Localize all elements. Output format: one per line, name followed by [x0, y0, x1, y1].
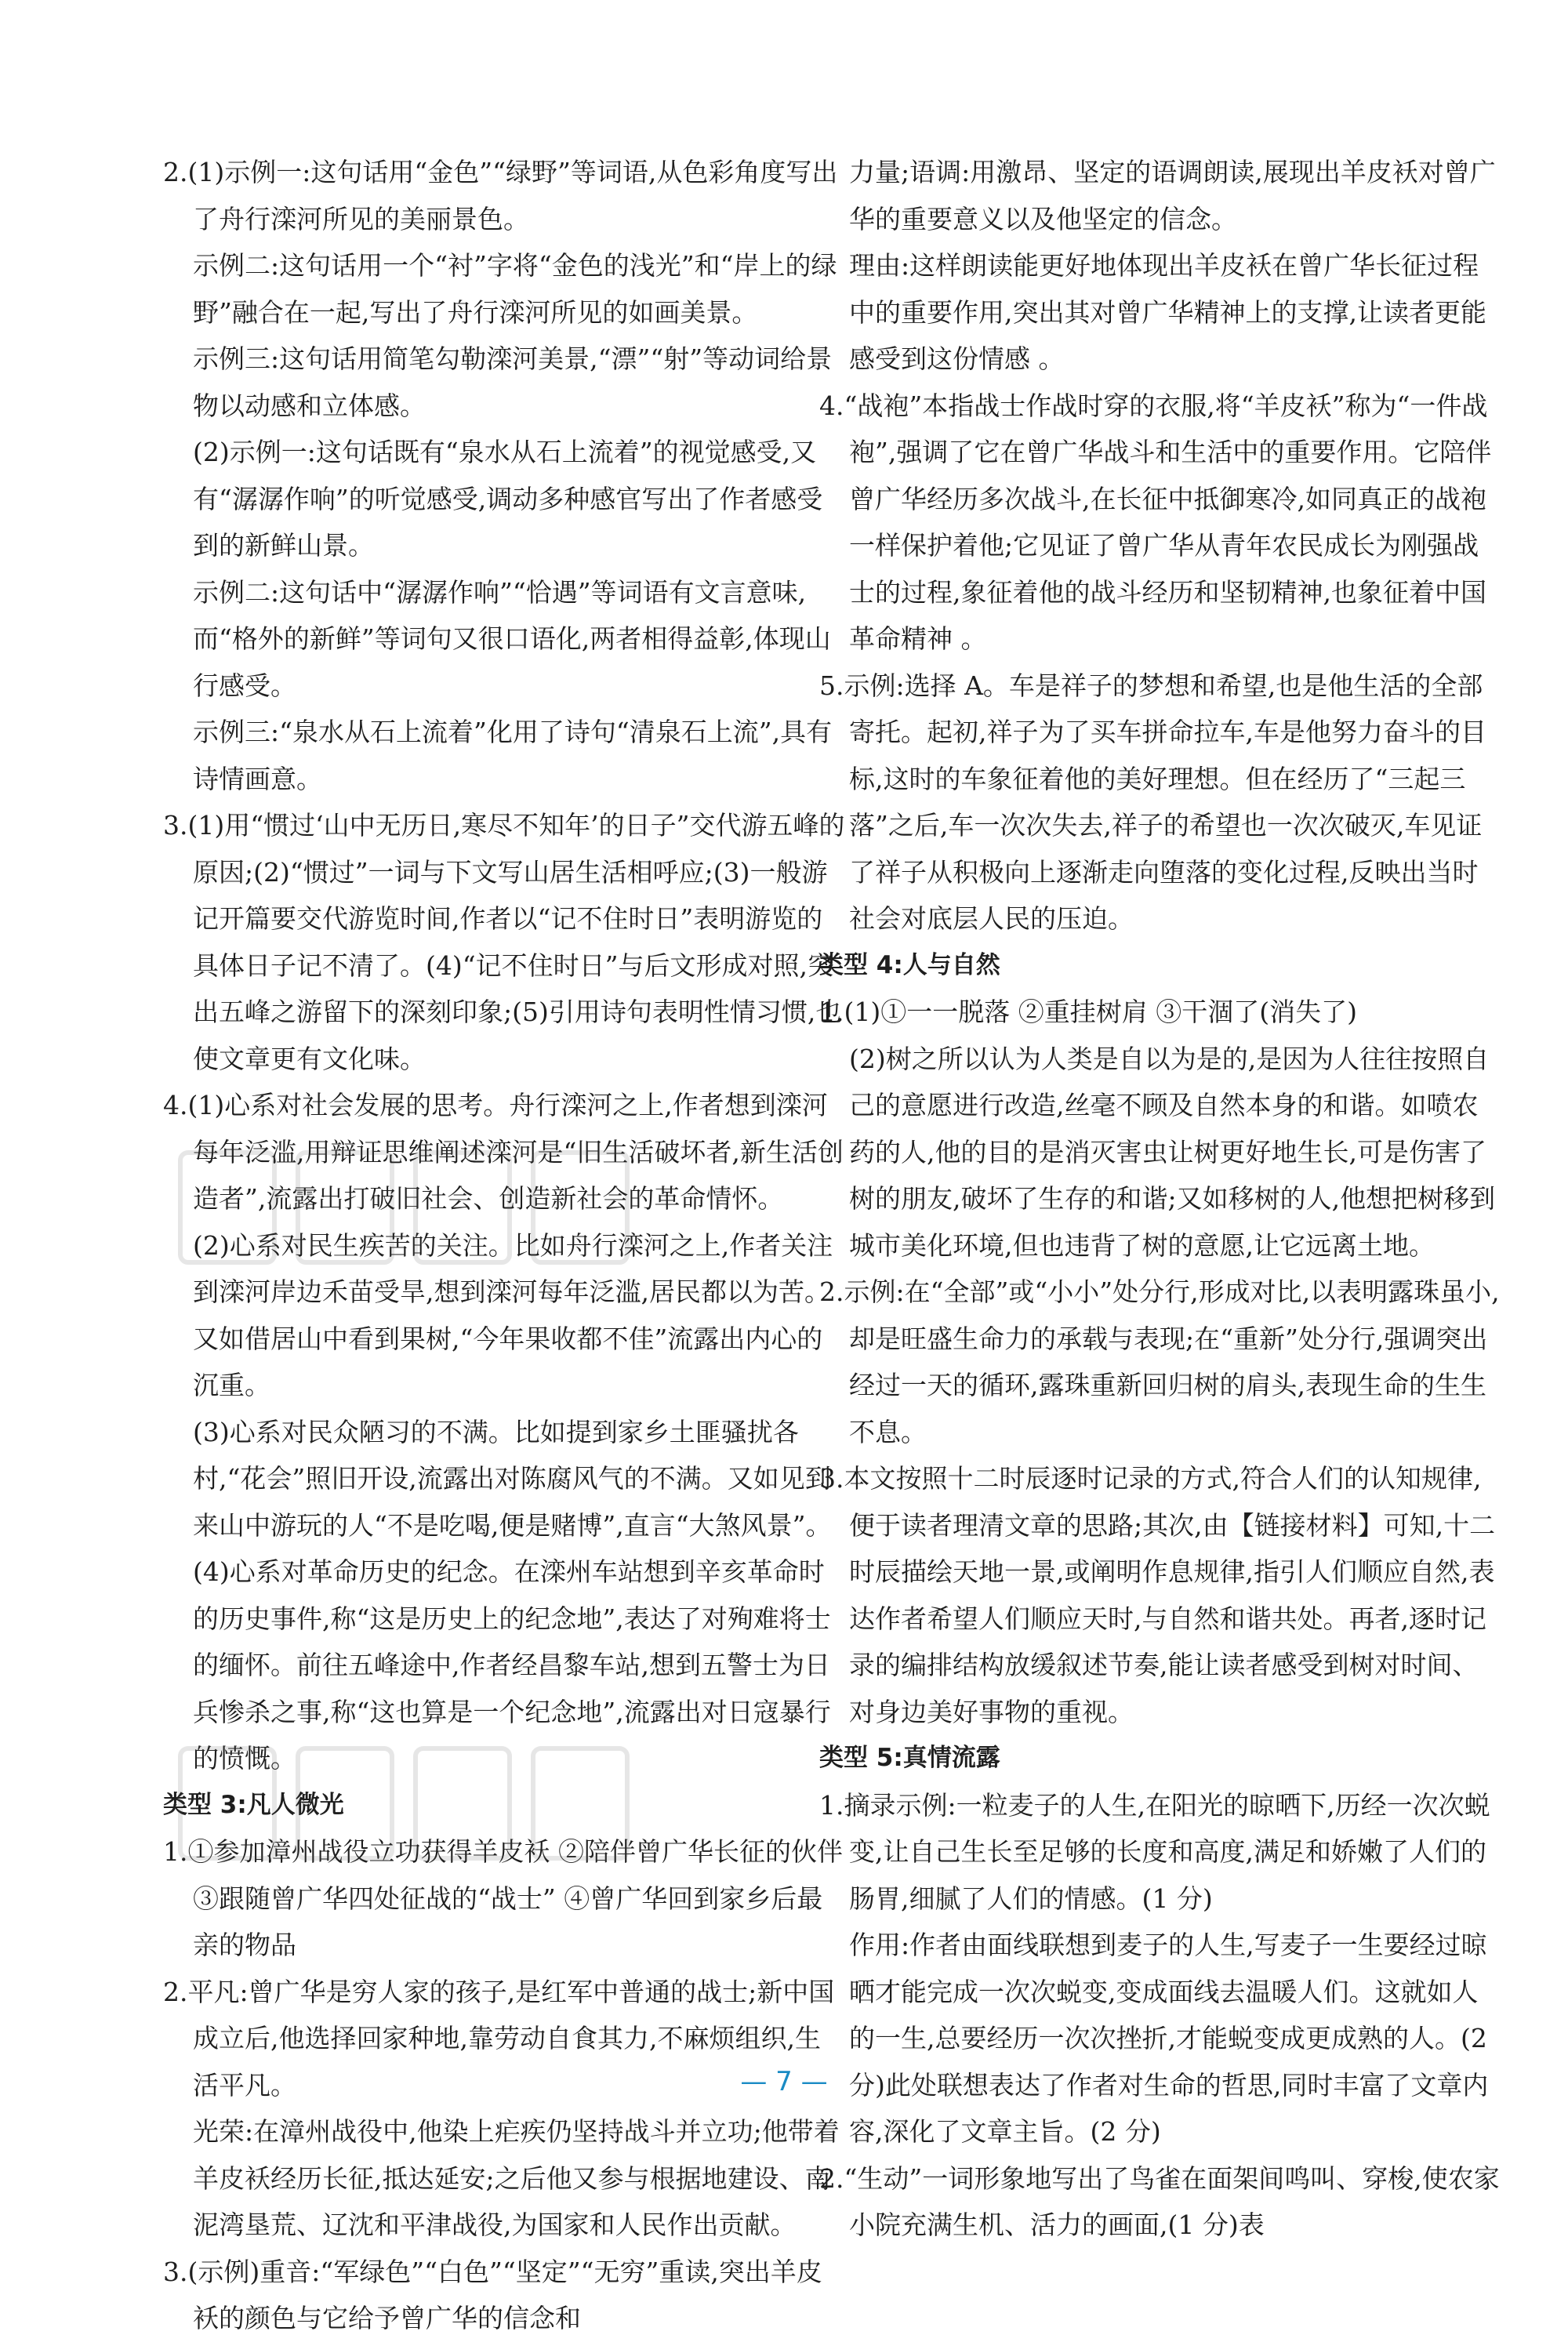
- answer-paragraph: (2)心系对民生疾苦的关注。比如舟行滦河之上,作者关注到滦河岸边禾苗受旱,想到滦河每年泛滥,居民都以为苦。又如借居山中看到果树,“今年果收都不佳”流露出内心的沉重。: [193, 1229, 833, 1400]
- answer-paragraph: 光荣:在漳州战役中,他染上疟疾仍坚持战斗并立功;他带着羊皮袄经历长征,抵达延安;之后他又参与根据地建设、南泥湾垦荒、辽沈和平津战役,为国家和人民作出贡献。: [193, 2116, 840, 2240]
- section-heading: 类型 5:真情流露: [819, 1744, 1000, 1772]
- section-heading: 类型 4:人与自然: [819, 950, 1000, 979]
- answer-item: 1.①参加漳州战役立功获得羊皮袄 ②陪伴曾广华长征的伙伴 ③跟随曾广华四处征战的“战士” ④曾广华回到家乡后最亲的物品: [163, 1836, 843, 1960]
- answer-item: 2.示例:在“全部”或“小小”处分行,形成对比,以表明露珠虽小,却是旺盛生命力的承载与表现;在“重新”处分行,强调突出经过一天的循环,露珠重新回归树的肩头,表现生命的生生不息。: [819, 1276, 1500, 1447]
- answer-paragraph: (2)示例一:这句话既有“泉水从石上流着”的视觉感受,又有“潺潺作响”的听觉感受,调动多种感官写出了作者感受到的新鲜山景。: [193, 437, 823, 561]
- answer-paragraph: 力量;语调:用激昂、坚定的语调朗读,展现出羊皮袄对曾广华的重要意义以及他坚定的信念。: [849, 157, 1496, 234]
- answer-item: 3.(1)用“惯过‘山中无历日,寒尽不知年’的日子”交代游五峰的原因;(2)“惯过”一词与下文写山居生活相呼应;(3)一般游记开篇要交代游览时间,作者以“记不住时日”表明游览的具体日子记不清了。(4)“记不住时日”与后文形成对照,突出五峰之游留下的深刻印象;(5)引用诗句表明性情习惯,也使文章更有文化味。: [163, 810, 845, 1074]
- answer-item: 4.(1)心系对社会发展的思考。舟行滦河之上,作者想到滦河每年泛滥,用辩证思维阐述滦河是“旧生活破坏者,新生活创造者”,流露出打破旧社会、创造新社会的革命情怀。: [163, 1090, 844, 1214]
- answer-paragraph: (4)心系对革命历史的纪念。在滦州车站想到辛亥革命时的历史事件,称“这是历史上的纪念地”,表达了对殉难将士的缅怀。前往五峰途中,作者经昌黎车站,想到五警士为日兵惨杀之事,称“这也算是一个纪念地”,流露出对日寇暴行的愤慨。: [193, 1556, 831, 1774]
- answer-paragraph: 理由:这样朗读能更好地体现出羊皮袄在曾广华长征过程中的重要作用,突出其对曾广华精神上的支撑,让读者更能感受到这份情感 。: [849, 250, 1486, 374]
- left-column: [163, 149, 845, 2342]
- answer-item: 2.平凡:曾广华是穷人家的孩子,是红军中普通的战士;新中国成立后,他选择回家种地,靠劳动自食其力,不麻烦组织,生活平凡。: [163, 1976, 835, 2101]
- right-column: [819, 149, 1501, 2249]
- answer-paragraph: 作用:作者由面线联想到麦子的人生,写麦子一生要经过晾晒才能完成一次次蜕变,变成面线去温暖人们。这就如人的一生,总要经历一次次挫折,才能蜕变成更成熟的人。(2 分)此处联想表达了作者对生命的哲思,同时丰富了文章内容,深化了文章主旨。(2 分): [849, 1930, 1489, 2147]
- answer-item: 4.“战袍”本指战士作战时穿的衣服,将“羊皮袄”称为“一件战袍”,强调了它在曾广华战斗和生活中的重要作用。它陪伴曾广华经历多次战斗,在长征中抵御寒冷,如同真正的战袍一样保护着他;它见证了曾广华从青年农民成长为刚强战士的过程,象征着他的战斗经历和坚韧精神,也象征着中国革命精神 。: [819, 390, 1492, 654]
- answer-item: 1.摘录示例:一粒麦子的人生,在阳光的晾晒下,历经一次次蜕变,让自己生长至足够的长度和高度,满足和娇嫩了人们的肠胃,细腻了人们的情感。(1 分): [819, 1789, 1490, 1914]
- answer-item: 2.(1)示例一:这句话用“金色”“绿野”等词语,从色彩角度写出了舟行滦河所见的美丽景色。: [163, 157, 838, 234]
- answer-paragraph: 示例三:这句话用简笔勾勒滦河美景,“漂”“射”等动词给景物以动感和立体感。: [193, 343, 833, 421]
- answer-item: 1.(1)①一一脱落 ②重挂树肩 ③干涸了(消失了): [819, 997, 1357, 1027]
- answer-paragraph: (3)心系对民众陋习的不满。比如提到家乡土匪骚扰各村,“花会”照旧开设,流露出对陈腐风气的不满。又如见到来山中游玩的人“不是吃喝,便是赌博”,直言“大煞风景”。: [193, 1416, 832, 1541]
- answer-paragraph: 示例二:这句话用一个“衬”字将“金色的浅光”和“岸上的绿野”融合在一起,写出了舟行滦河所见的如画美景。: [193, 250, 837, 328]
- answer-item: 3.本文按照十二时辰逐时记录的方式,符合人们的认知规律,便于读者理清文章的思路;其次,由【链接材料】可知,十二时辰描绘天地一景,或阐明作息规律,指引人们顺应自然,表达作者希望人们顺应天时,与自然和谐共处。再者,逐时记录的编排结构放缓叙述节奏,能让读者感受到树对时间、对身边美好事物的重视。: [819, 1463, 1496, 1727]
- answer-item: 5.示例:选择 A。车是祥子的梦想和希望,也是他生活的全部寄托。起初,祥子为了买车拼命拉车,车是他努力奋斗的目标,这时的车象征着他的美好理想。但在经历了“三起三落”之后,车一次次失去,祥子的希望也一次次破灭,车见证了祥子从积极向上逐渐走向堕落的变化过程,反映出当时社会对底层人民的压迫。: [819, 670, 1486, 934]
- section-heading: 类型 3:凡人微光: [163, 1790, 344, 1819]
- answer-paragraph: 示例三:“泉水从石上流着”化用了诗句“清泉石上流”,具有诗情画意。: [193, 717, 833, 794]
- answer-paragraph: (2)树之所以认为人类是自以为是的,是因为人往往按照自己的意愿进行改造,丝毫不顾及自然本身的和谐。如喷农药的人,他的目的是消灭害虫让树更好地生长,可是伤害了树的朋友,破坏了生存的和谐;又如移树的人,他想把树移到城市美化环境,但也违背了树的意愿,让它远离土地。: [849, 1043, 1496, 1261]
- answer-item: 3.(示例)重音:“军绿色”“白色”“坚定”“无穷”重读,突出羊皮袄的颜色与它给予曾广华的信念和: [163, 2256, 822, 2333]
- page-number: — 7 —: [740, 2066, 828, 2097]
- answer-item: 2.“生动”一词形象地写出了鸟雀在面架间鸣叫、穿梭,使农家小院充满生机、活力的画面,(1 分)表: [819, 2162, 1500, 2240]
- answer-paragraph: 示例二:这句话中“潺潺作响”“恰遇”等词语有文言意味,而“格外的新鲜”等词句又很口语化,两者相得益彰,体现山行感受。: [193, 576, 831, 701]
